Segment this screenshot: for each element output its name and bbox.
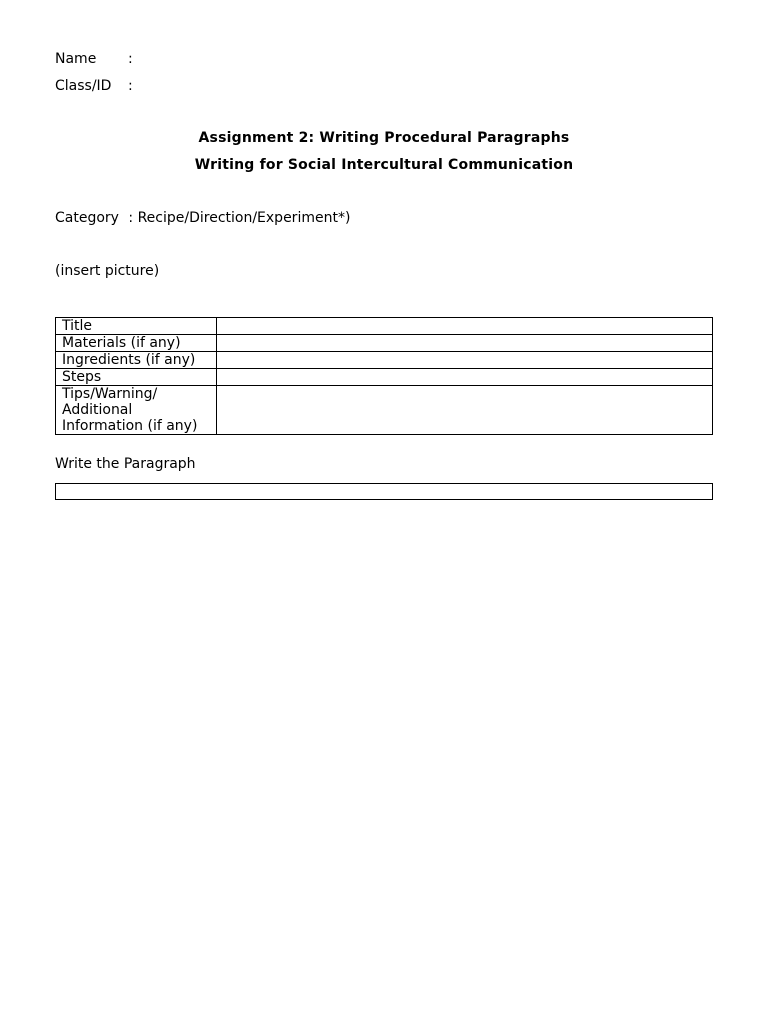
insert-picture-placeholder: (insert picture) (55, 263, 160, 279)
category-label: Category (55, 210, 119, 226)
category-value: : Recipe/Direction/Experiment*) (128, 210, 351, 226)
row-value-steps[interactable] (217, 369, 713, 386)
row-label-title: Title (56, 318, 217, 335)
assignment-title: Assignment 2: Writing Procedural Paragraphs (198, 130, 570, 146)
row-value-title[interactable] (217, 318, 713, 335)
table-row (56, 386, 713, 435)
row-label-ingredients: Ingredients (if any) (56, 352, 217, 369)
row-label-steps: Steps (56, 369, 217, 386)
course-title: Writing for Social Intercultural Communication (194, 157, 574, 173)
table-row (56, 369, 713, 386)
table-row (56, 352, 713, 369)
name-colon: : (128, 51, 133, 67)
table-row (56, 318, 713, 335)
row-label-materials: Materials (if any) (56, 335, 217, 352)
paragraph-box[interactable] (55, 483, 713, 500)
name-field-row (55, 50, 133, 68)
row-value-tips[interactable] (217, 386, 713, 435)
row-value-materials[interactable] (217, 335, 713, 352)
row-label-tips: Tips/Warning/ Additional Information (if any) (56, 386, 217, 435)
class-id-colon: : (128, 78, 133, 94)
row-value-ingredients[interactable] (217, 352, 713, 369)
name-label: Name (55, 51, 97, 67)
category-row (55, 209, 350, 227)
procedure-info-table (55, 317, 713, 435)
class-id-field-row (55, 77, 133, 95)
write-paragraph-heading: Write the Paragraph (55, 456, 196, 472)
class-id-label: Class/ID (55, 78, 112, 94)
table-row (56, 335, 713, 352)
